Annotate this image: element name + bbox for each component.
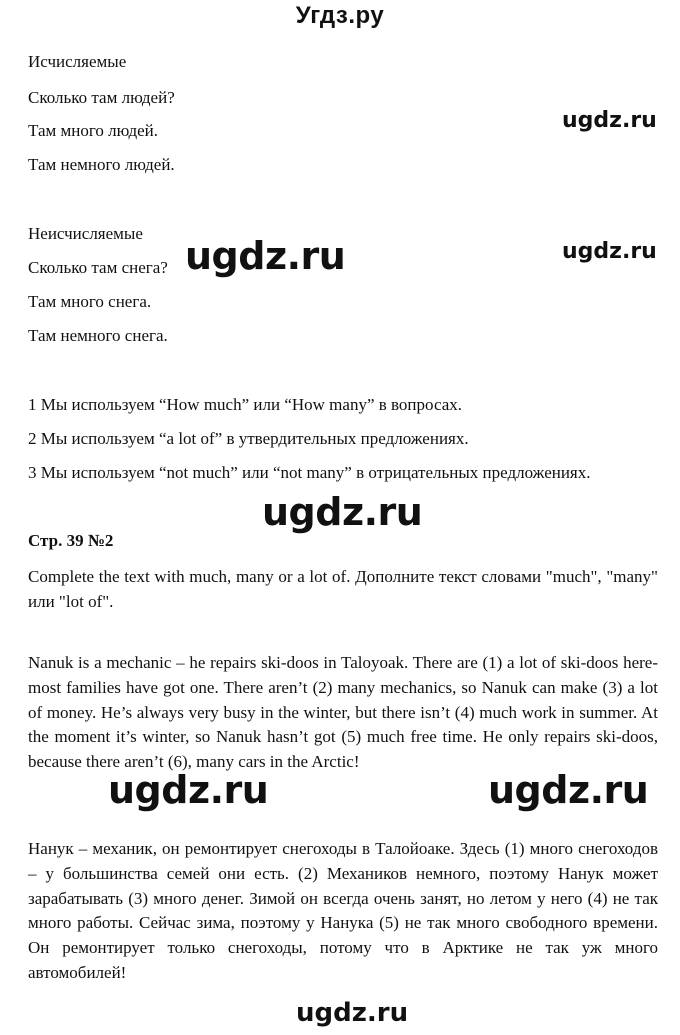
english-text: Nanuk is a mechanic – he repairs ski-doos in Taloyoak. There are (1) a lot of ski-doos here-most families have got one. There aren’t (2) many mechanics, so Nanuk can make (3) a lot of money. He’s always very busy in the winter, but there isn’t (4) much work in summer. At the moment it’s winter, so Nanuk hasn’t got (5) much free time. He only repairs ski-doos, because there aren’t (6), many cars in the Arctic! bbox=[28, 653, 658, 772]
countable-line-2: Там много людей. bbox=[28, 121, 159, 140]
russian-text: Нанук – механик, он ремонтирует снегоходы в Талойоаке. Здесь (1) много снегоходов – у большинства семей они есть. (2) Механиков немного, поэтому Нанук может зарабатывать (3) много денег. Зимой он всегда очень занят, но летом у него (4) не так много работы. Сейчас зима, поэтому у Нанука (5) не так много свободного времени. Он ремонтирует только снегоходы, потому что в Арктике не так уж много автомобилей! bbox=[28, 839, 658, 982]
watermark: ugdz.ru bbox=[488, 768, 649, 812]
watermark: ugdz.ru bbox=[562, 239, 657, 264]
countable-line-1: Сколько там людей? bbox=[28, 88, 175, 107]
rule-2: 2 Мы используем “a lot of” в утвердительных предложениях. bbox=[28, 429, 469, 448]
countable-heading: Исчисляемые bbox=[28, 52, 127, 71]
countable-line-3: Там немного людей. bbox=[28, 155, 175, 174]
uncountable-line-2: Там много снега. bbox=[28, 292, 152, 311]
watermark: ugdz.ru bbox=[562, 108, 657, 133]
watermark: ugdz.ru bbox=[108, 768, 269, 812]
watermark: ugdz.ru bbox=[262, 490, 423, 534]
uncountable-line-3: Там немного снега. bbox=[28, 326, 168, 345]
uncountable-line-1: Сколько там снега? bbox=[28, 258, 168, 277]
rule-1: 1 Мы используем “How much” или “How many” в вопросах. bbox=[28, 395, 462, 414]
exercise-instruction: Complete the text with much, many or a lot of. Дополните текст словами "much", "many" или "lot of". bbox=[28, 567, 658, 611]
uncountable-heading: Неисчисляемые bbox=[28, 224, 143, 243]
watermark: ugdz.ru bbox=[185, 234, 346, 278]
site-title: Угдз.ру bbox=[295, 2, 385, 29]
rule-3: 3 Мы используем “not much” или “not many” в отрицательных предложениях. bbox=[28, 463, 591, 482]
watermark: ugdz.ru bbox=[296, 998, 409, 1028]
exercise-title: Стр. 39 №2 bbox=[28, 531, 114, 550]
